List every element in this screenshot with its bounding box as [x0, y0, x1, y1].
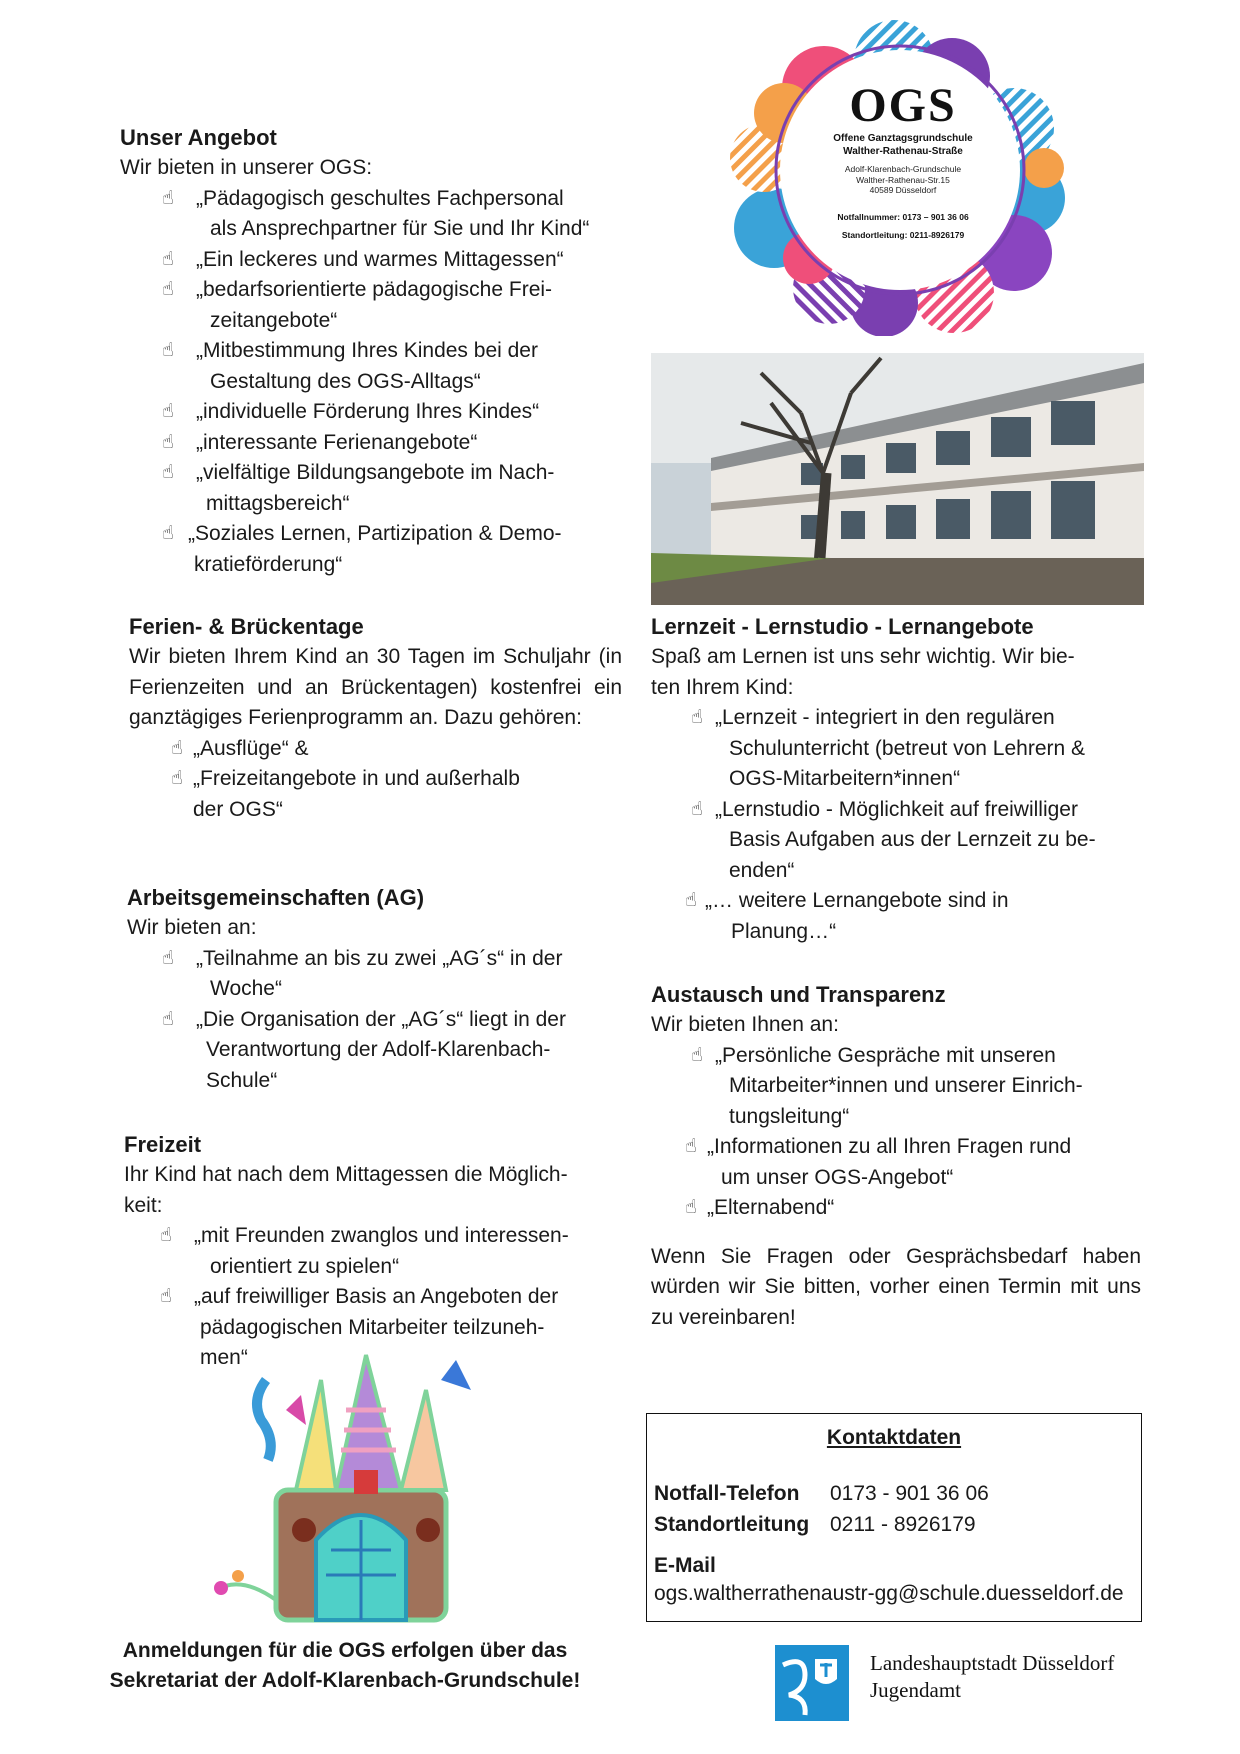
school-building-photo [651, 353, 1144, 605]
hand-pointing-icon: ☝ [162, 248, 174, 270]
ag-list [162, 944, 627, 1097]
contact-standort-row [654, 1513, 976, 1537]
logo-address-3: 40589 Düsseldorf [869, 185, 937, 195]
angebot-title: Unser Angebot [120, 125, 277, 150]
hand-pointing-icon: ☝ [685, 1136, 697, 1157]
list-item: ☝ „Mitbestimmung Ihres Kindes bei der Gestaltung des OGS-Alltags“ [162, 336, 620, 397]
list-item: ☝ „Soziales Lernen, Partizipation & Demo- kratieförderung“ [162, 519, 612, 580]
hand-pointing-icon: ☝ [171, 768, 183, 789]
logo-address-2: Walther-Rathenau-Str.15 [856, 174, 950, 185]
ferien-text: Wir bieten Ihrem Kind an 30 Tagen im Schuljahr (in Ferienzeiten und an Brückentagen) kostenfrei ein ganztägiges Ferienprogramm an. Dazu gehören: [129, 645, 622, 729]
austausch-list [685, 1041, 1143, 1224]
registration-note [92, 1636, 598, 1696]
list-item: ☝ „Freizeitangebote in und außerhalb der OGS“ [171, 764, 622, 825]
austausch-title: Austausch und Transparenz [651, 982, 946, 1007]
lernzeit-section [651, 612, 1143, 947]
hand-pointing-icon: ☝ [162, 401, 174, 422]
castle-drawing [196, 1350, 506, 1625]
list-item: ☝ „individuelle Förderung Ihres Kindes“ [162, 397, 620, 428]
ferien-section [129, 612, 622, 825]
hand-pointing-icon: ☝ [691, 707, 703, 728]
lernzeit-title: Lernzeit - Lernstudio - Lernangebote [651, 614, 1034, 639]
city-name: Landeshauptstadt Düsseldorf [870, 1651, 1115, 1675]
freizeit-title: Freizeit [124, 1132, 202, 1157]
list-item: ☝ „interessante Ferienangebote“ [162, 428, 620, 459]
logo-subtitle-1: Offene Ganztagsgrundschule [833, 133, 973, 144]
list-item: ☝ „bedarfsorientierte pädagogische Frei- zeitangebote“ [162, 275, 620, 336]
logo-title: OGS [849, 79, 957, 132]
department-name: Jugendamt [870, 1678, 961, 1702]
notfall-label: Notfall-Telefon [654, 1482, 800, 1505]
contact-notfall-row [654, 1482, 989, 1506]
hand-pointing-icon: ☝ [162, 462, 174, 483]
hand-pointing-icon: ☝ [162, 1008, 174, 1030]
ogs-logo-text [818, 80, 988, 244]
list-item: ☝ „Elternabend“ [685, 1193, 1143, 1224]
austausch-closing: Wenn Sie Fragen oder Gesprächsbedarf haben würden wir Sie bitten, vorher einen Termin mit uns zu vereinbaren! [651, 1244, 1141, 1329]
ag-title: Arbeitsgemeinschaften (AG) [127, 885, 425, 910]
ferien-list [171, 734, 622, 826]
contact-title: Kontaktdaten [826, 1426, 962, 1449]
lernzeit-list [685, 703, 1143, 947]
freizeit-intro-2: keit: [124, 1193, 163, 1217]
austausch-intro: Wir bieten Ihnen an: [651, 1013, 839, 1036]
hand-pointing-icon: ☝ [162, 523, 174, 544]
list-item: ☝ „… weitere Lernangebote sind in Planung…“ [685, 886, 1143, 947]
angebot-intro: Wir bieten in unserer OGS: [120, 156, 373, 179]
contact-box [646, 1413, 1142, 1622]
ag-intro: Wir bieten an: [127, 916, 257, 939]
lernzeit-intro-2: ten Ihrem Kind: [651, 675, 794, 699]
ferien-title: Ferien- & Brückentage [129, 614, 364, 639]
angebot-section [120, 123, 620, 580]
standort-value: 0211 - 8926179 [830, 1513, 976, 1536]
list-item: ☝ „Die Organisation der „AG´s“ liegt in der Verantwortung der Adolf-Klarenbach- Schule“ [162, 1005, 627, 1097]
hand-pointing-icon: ☝ [160, 1286, 172, 1307]
standort-label: Standortleitung [654, 1513, 810, 1536]
list-item: ☝ „Pädagogisch geschultes Fachpersonal als Ansprechpartner für Sie und Ihr Kind“ [162, 184, 620, 245]
hand-pointing-icon: ☝ [160, 1225, 172, 1246]
logo-phone-2: Standortleitung: 0211-8926179 [841, 229, 965, 240]
ag-section [127, 883, 627, 1096]
hand-pointing-icon: ☝ [162, 279, 174, 300]
list-item: ☝ „Informationen zu all Ihren Fragen rund um unser OGS-Angebot“ [685, 1132, 1143, 1193]
email-label: E-Mail [654, 1554, 716, 1577]
freizeit-section [124, 1130, 624, 1374]
hand-pointing-icon: ☝ [171, 737, 183, 759]
hand-pointing-icon: ☝ [162, 340, 174, 361]
hand-pointing-icon: ☝ [162, 187, 174, 209]
hand-pointing-icon: ☝ [685, 1197, 697, 1218]
list-item: ☝ „Lernzeit - integriert in den regulären Schulunterricht (betreut von Lehrern & OGS-Mitarbeitern*innen“ [691, 703, 1143, 795]
logo-address-1: Adolf-Klarenbach-Grundschule [844, 164, 962, 174]
list-item: ☝ „auf freiwilliger Basis an Angeboten der pädagogischen Mitarbeiter teilzuneh- men“ [160, 1282, 624, 1374]
list-item: ☝ „mit Freunden zwanglos und interessen- orientiert zu spielen“ [160, 1221, 612, 1282]
hand-pointing-icon: ☝ [685, 890, 697, 911]
hand-pointing-icon: ☝ [691, 798, 703, 820]
freizeit-intro-1: Ihr Kind hat nach dem Mittagessen die Möglich- [124, 1163, 568, 1186]
email-value[interactable]: ogs.waltherrathenaustr-gg@schule.duesseldorf.de [654, 1582, 1124, 1605]
hand-pointing-icon: ☝ [162, 947, 174, 969]
duesseldorf-logo-icon [775, 1645, 849, 1721]
list-item: ☝ „Ein leckeres und warmes Mittagessen“ [162, 245, 620, 276]
list-item: ☝ „Ausflüge“ & [171, 734, 622, 765]
registration-note-line-1: Anmeldungen für die OGS erfolgen über das [122, 1639, 568, 1662]
lernzeit-intro-1: Spaß am Lernen ist uns sehr wichtig. Wir bie- [651, 645, 1075, 668]
list-item: ☝ „vielfältige Bildungsangebote im Nach- mittagsbereich“ [162, 458, 620, 519]
notfall-value: 0173 - 901 36 06 [830, 1482, 989, 1505]
hand-pointing-icon: ☝ [691, 1044, 703, 1066]
hand-pointing-icon: ☝ [162, 431, 174, 453]
logo-phone-1: Notfallnummer: 0173 – 901 36 06 [837, 211, 969, 222]
austausch-section [651, 980, 1143, 1333]
logo-subtitle-2: Walther-Rathenau-Straße [843, 146, 963, 157]
angebot-list [162, 184, 620, 581]
registration-note-line-2: Sekretariat der Adolf-Klarenbach-Grundschule! [109, 1669, 581, 1692]
list-item: ☝ „Persönliche Gespräche mit unseren Mitarbeiter*innen und unserer Einrich- tungsleitung“ [691, 1041, 1129, 1133]
list-item: ☝ „Lernstudio - Möglichkeit auf freiwilliger Basis Aufgaben aus der Lernzeit zu be- enden“ [691, 795, 1143, 887]
list-item: ☝ „Teilnahme an bis zu zwei „AG´s“ in der Woche“ [162, 944, 627, 1005]
duesseldorf-logo-text [870, 1650, 1114, 1704]
